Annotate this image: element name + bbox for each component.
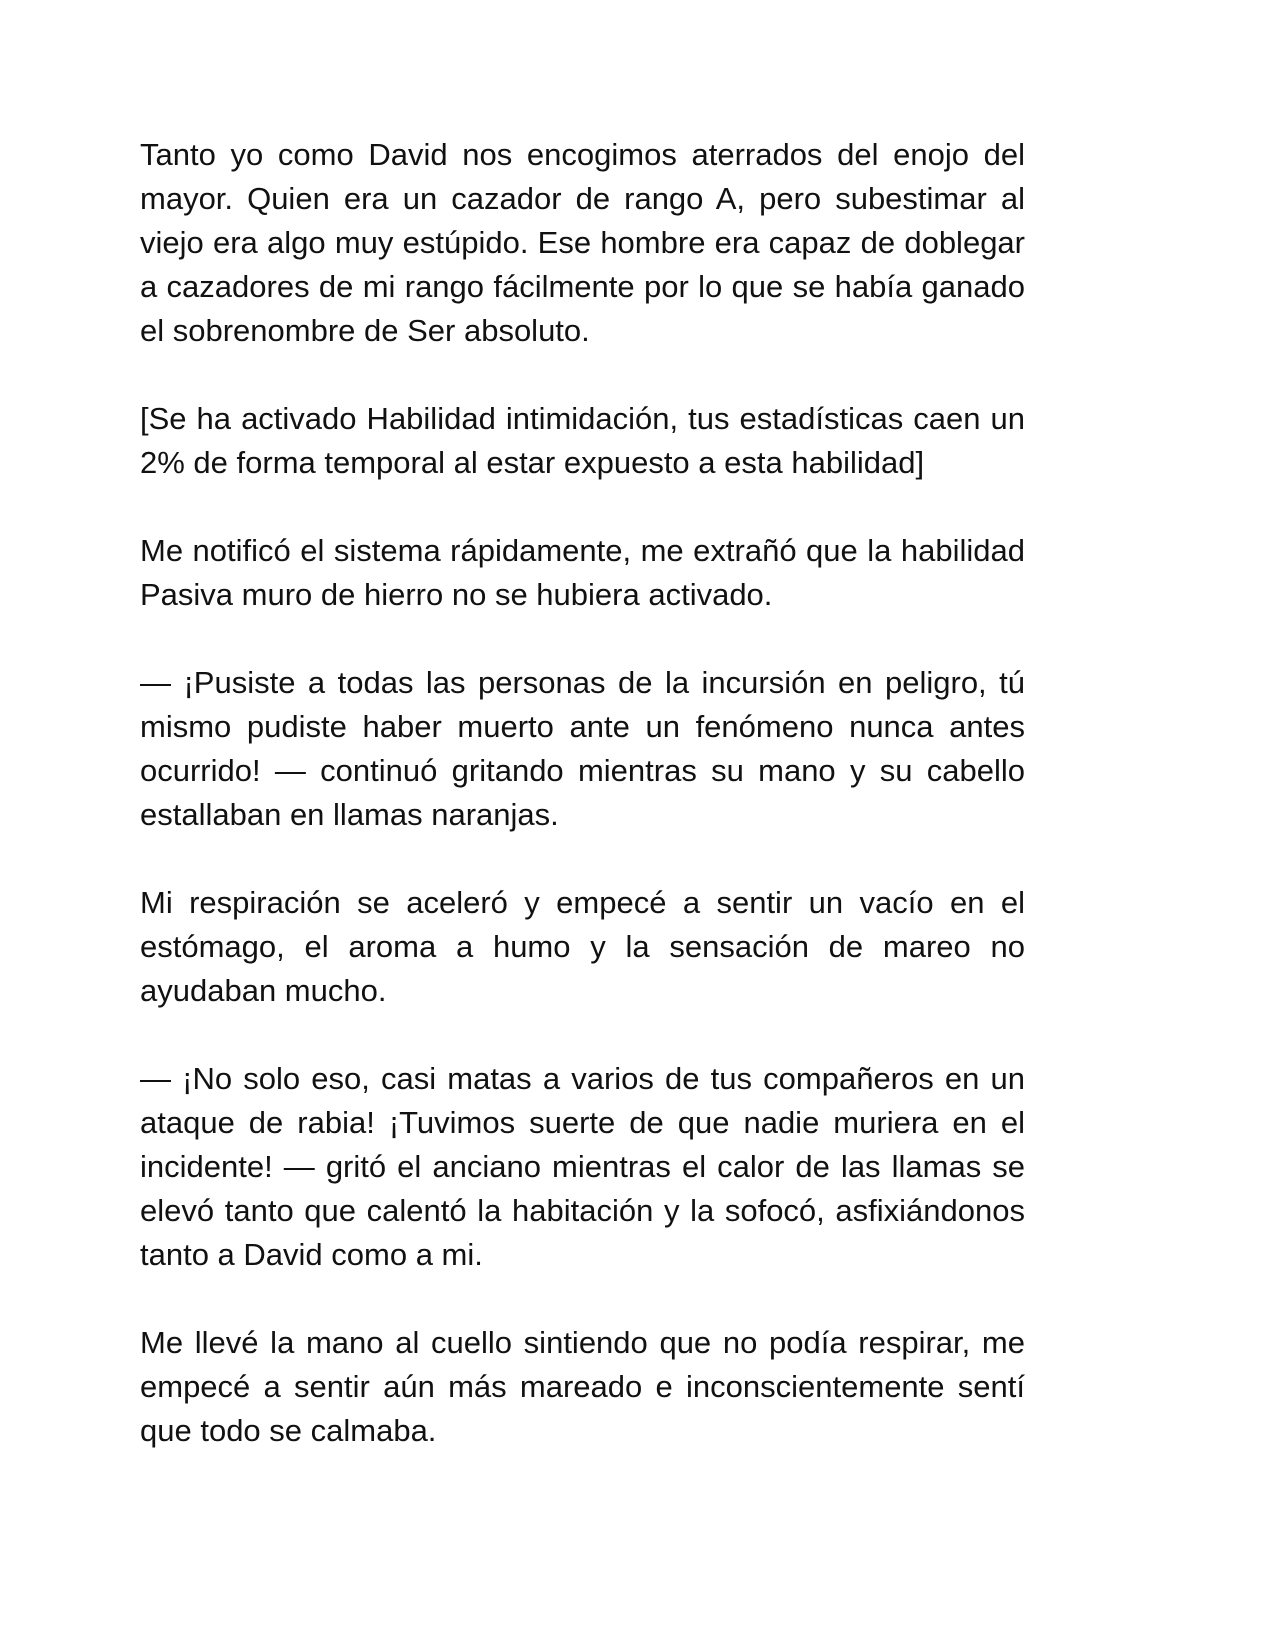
paragraph-5: Mi respiración se aceleró y empecé a sentir un vacío en el estómago, el aroma a humo y la sensación de mareo no ayudaban mucho. (140, 885, 1025, 1008)
paragraph-1: Tanto yo como David nos encogimos aterrados del enojo del mayor. Quien era un cazador de rango A, pero subestimar al viejo era algo muy estúpido. Ese hombre era capaz de doblegar a cazadores de mi rango fácilmente por lo que se había ganado el sobrenombre de Ser absoluto. (140, 137, 1025, 348)
paragraph-2-system-notice: [Se ha activado Habilidad intimidación, tus estadísticas caen un 2% de forma temporal al estar expuesto a esta habilidad] (140, 401, 1025, 480)
paragraph-3: Me notificó el sistema rápidamente, me extrañó que la habilidad Pasiva muro de hierro no se hubiera activado. (140, 533, 1025, 612)
document-page (140, 133, 1025, 1453)
paragraph-7: Me llevé la mano al cuello sintiendo que no podía respirar, me empecé a sentir aún más mareado e inconscientemente sentí que todo se calmaba. (140, 1325, 1025, 1448)
paragraph-4-dialogue: — ¡Pusiste a todas las personas de la incursión en peligro, tú mismo pudiste haber muerto ante un fenómeno nunca antes ocurrido! — continuó gritando mientras su mano y su cabello estallaban en llamas naranjas. (140, 665, 1025, 832)
paragraph-6-dialogue: — ¡No solo eso, casi matas a varios de tus compañeros en un ataque de rabia! ¡Tuvimos suerte de que nadie muriera en el incidente! — gritó el anciano mientras el calor de las llamas se elevó tanto que calentó la habitación y la sofocó, asfixiándonos tanto a David como a mi. (140, 1061, 1025, 1272)
